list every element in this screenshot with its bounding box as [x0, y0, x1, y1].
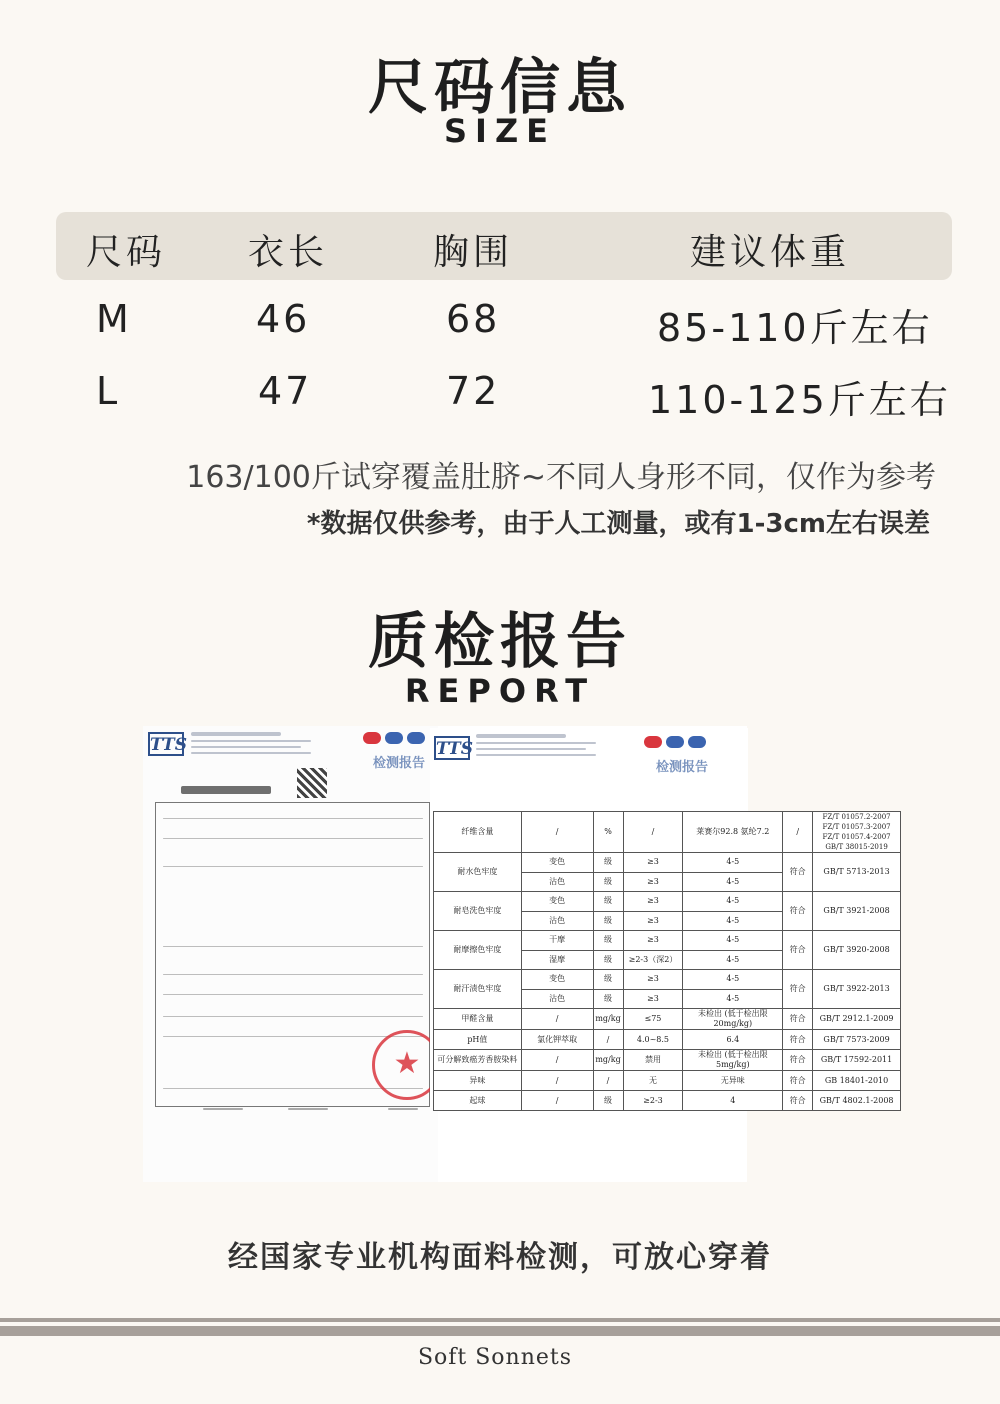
table-cell: ≥3 [623, 931, 683, 951]
row-weight: 110-125斤左右 [648, 378, 951, 422]
seal-stamp-icon: ★ [372, 1030, 442, 1100]
table-cell: ≥3 [623, 892, 683, 912]
table-cell: ≥3 [623, 872, 683, 892]
table-cell: / [783, 812, 813, 853]
row-size: L [96, 369, 121, 413]
fit-note: 163/100斤试穿覆盖肚脐~不同人身形不同，仅作为参考 [186, 460, 936, 495]
row-length: 47 [258, 369, 313, 413]
table-cell: 4-5 [683, 989, 783, 1009]
report-page-left [143, 726, 438, 1182]
table-cell: 耐水色牢度 [434, 853, 522, 892]
table-cell: ≥3 [623, 911, 683, 931]
table-cell: 沾色 [521, 989, 593, 1009]
table-cell: ≥2-3（深2） [623, 950, 683, 970]
table-cell: GB/T 2912.1-2009 [813, 1009, 901, 1030]
table-cell: 4-5 [683, 970, 783, 990]
table-cell: 未检出 (低于检出限5mg/kg) [683, 1050, 783, 1071]
table-cell: 无异味 [683, 1071, 783, 1091]
table-cell: 级 [593, 872, 623, 892]
table-cell: 4-5 [683, 950, 783, 970]
ilac-badge-icon [688, 736, 706, 748]
table-cell: mg/kg [593, 1050, 623, 1071]
table-cell: % [593, 812, 623, 853]
header-size: 尺码 [86, 232, 167, 273]
table-row [434, 812, 901, 853]
table-cell: 4-5 [683, 892, 783, 912]
table-cell: GB/T 5713-2013 [813, 853, 901, 892]
header-length: 衣长 [248, 232, 329, 273]
table-cell: 沾色 [521, 872, 593, 892]
table-cell: pH值 [434, 1030, 522, 1050]
table-cell: 干摩 [521, 931, 593, 951]
table-cell: 4-5 [683, 911, 783, 931]
table-row [434, 1030, 901, 1050]
row-size: M [96, 297, 132, 341]
table-cell: / [521, 1071, 593, 1091]
table-row [434, 931, 901, 951]
table-cell: 符合 [783, 1030, 813, 1050]
table-cell: GB 18401-2010 [813, 1071, 901, 1091]
row-bust: 72 [446, 369, 501, 413]
table-cell: 级 [593, 989, 623, 1009]
table-cell: / [521, 1009, 593, 1030]
table-cell: / [521, 812, 593, 853]
tts-logo-icon: TTS [434, 736, 470, 760]
table-cell: 级 [593, 970, 623, 990]
table-cell: 6.4 [683, 1030, 783, 1050]
table-row [434, 1009, 901, 1030]
table-cell: 异味 [434, 1071, 522, 1091]
table-cell: 沾色 [521, 911, 593, 931]
table-row [434, 1071, 901, 1091]
table-cell: 4 [683, 1091, 783, 1111]
brand-name: Soft Sonnets [417, 1345, 573, 1370]
table-cell: 级 [593, 950, 623, 970]
cnas-badge-icon [385, 732, 403, 744]
table-cell: 变色 [521, 970, 593, 990]
table-cell: ≤75 [623, 1009, 683, 1030]
table-cell: 4.0~8.5 [623, 1030, 683, 1050]
table-cell: FZ/T 01057.2-2007 FZ/T 01057.3-2007 FZ/T 01057.4-2007 GB/T 38015-2019 [813, 812, 901, 853]
table-cell: mg/kg [593, 1009, 623, 1030]
table-cell: 符合 [783, 892, 813, 931]
table-cell: 级 [593, 911, 623, 931]
report-doc-title: 检测报告 [656, 760, 709, 775]
quality-note: 经国家专业机构面料检测，可放心穿着 [228, 1240, 772, 1275]
table-cell: 符合 [783, 931, 813, 970]
table-cell: / [521, 1091, 593, 1111]
table-cell: 符合 [783, 1009, 813, 1030]
table-row [434, 970, 901, 990]
table-cell: GB/T 7573-2009 [813, 1030, 901, 1050]
size-table-header [56, 212, 952, 280]
table-cell: GB/T 4802.1-2008 [813, 1091, 901, 1111]
report-title: 质检报告 [368, 607, 632, 677]
table-cell: 变色 [521, 853, 593, 873]
table-cell: / [521, 1050, 593, 1071]
table-cell: 无 [623, 1071, 683, 1091]
tts-logo-icon: TTS [148, 732, 184, 756]
header-weight: 建议体重 [690, 232, 851, 273]
table-cell: 起球 [434, 1091, 522, 1111]
table-cell: 莱赛尔92.8 氨纶7.2 [683, 812, 783, 853]
table-cell: / [593, 1071, 623, 1091]
table-cell: 甲醛含量 [434, 1009, 522, 1030]
table-cell: GB/T 17592-2011 [813, 1050, 901, 1071]
table-cell: 符合 [783, 1050, 813, 1071]
row-bust: 68 [446, 297, 501, 341]
footer-divider [0, 1318, 1000, 1322]
row-length: 46 [256, 297, 311, 341]
table-row [434, 853, 901, 873]
table-cell: 符合 [783, 1071, 813, 1091]
table-cell: 符合 [783, 1091, 813, 1111]
table-cell: / [593, 1030, 623, 1050]
table-cell: 禁用 [623, 1050, 683, 1071]
table-cell: GB/T 3920-2008 [813, 931, 901, 970]
footer-bar [0, 1326, 1000, 1336]
size-title: 尺码信息 [368, 53, 632, 123]
table-cell: 氯化钾萃取 [521, 1030, 593, 1050]
table-cell: 符合 [783, 853, 813, 892]
table-cell: 变色 [521, 892, 593, 912]
table-cell: 级 [593, 1091, 623, 1111]
table-cell: ≥2-3 [623, 1091, 683, 1111]
table-cell: 未检出 (低于检出限20mg/kg) [683, 1009, 783, 1030]
ilac-badge-icon [407, 732, 425, 744]
cma-badge-icon [363, 732, 381, 744]
row-weight: 85-110斤左右 [657, 306, 933, 350]
table-cell: 4-5 [683, 872, 783, 892]
table-cell: 级 [593, 931, 623, 951]
table-row [434, 1091, 901, 1111]
table-cell: 耐摩擦色牢度 [434, 931, 522, 970]
qr-code-icon [297, 768, 327, 798]
table-cell: 纤维含量 [434, 812, 522, 853]
table-cell: ≥3 [623, 853, 683, 873]
table-cell: 耐汗渍色牢度 [434, 970, 522, 1009]
table-cell: 湿摩 [521, 950, 593, 970]
size-subtitle: SIZE [443, 112, 556, 150]
header-bust: 胸围 [433, 232, 514, 273]
table-cell: 级 [593, 892, 623, 912]
report-doc-title: 检测报告 [373, 756, 426, 771]
table-cell: 4-5 [683, 853, 783, 873]
table-row [434, 1050, 901, 1071]
table-cell: 耐皂洗色牢度 [434, 892, 522, 931]
cnas-badge-icon [666, 736, 684, 748]
report-subtitle: REPORT [404, 672, 596, 710]
table-cell: GB/T 3921-2008 [813, 892, 901, 931]
table-cell: 符合 [783, 970, 813, 1009]
table-cell: GB/T 3922-2013 [813, 970, 901, 1009]
table-cell: 可分解致癌芳香胺染料 [434, 1050, 522, 1071]
table-cell: 级 [593, 853, 623, 873]
table-row [434, 892, 901, 912]
report-table [433, 811, 901, 1111]
table-cell: 4-5 [683, 931, 783, 951]
measurement-note: *数据仅供参考，由于人工测量，或有1-3cm左右误差 [306, 509, 930, 539]
cma-badge-icon [644, 736, 662, 748]
table-cell: ≥3 [623, 970, 683, 990]
table-cell: ≥3 [623, 989, 683, 1009]
table-cell: / [623, 812, 683, 853]
